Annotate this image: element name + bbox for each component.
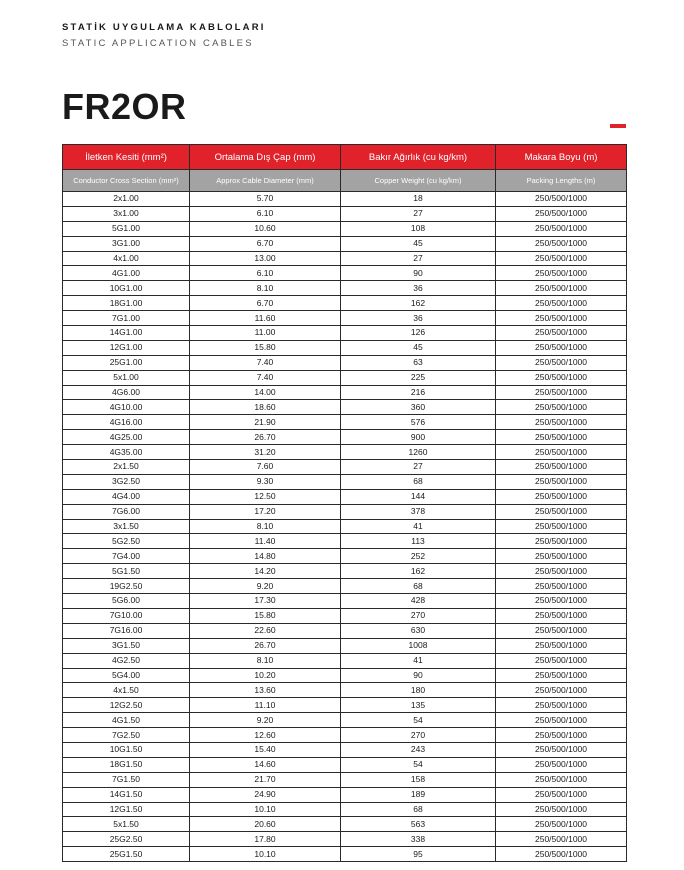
table-row — [63, 519, 627, 534]
cell-packing: 250/500/1000 — [496, 430, 627, 445]
cell-packing: 250/500/1000 — [496, 728, 627, 743]
cell-conductor: 5G4.00 — [63, 668, 190, 683]
cell-packing: 250/500/1000 — [496, 698, 627, 713]
cell-diameter: 12.50 — [190, 489, 341, 504]
cell-packing: 250/500/1000 — [496, 206, 627, 221]
cell-packing: 250/500/1000 — [496, 772, 627, 787]
cell-conductor: 4G2.50 — [63, 653, 190, 668]
cell-diameter: 21.70 — [190, 772, 341, 787]
cell-diameter: 17.20 — [190, 504, 341, 519]
cell-weight: 36 — [341, 311, 496, 326]
cell-packing: 250/500/1000 — [496, 832, 627, 847]
table-row — [63, 772, 627, 787]
cell-conductor: 25G2.50 — [63, 832, 190, 847]
cell-packing: 250/500/1000 — [496, 757, 627, 772]
cell-weight: 428 — [341, 594, 496, 609]
section-title-tr: STATİK UYGULAMA KABLOLARI — [62, 22, 266, 33]
cell-conductor: 3G1.50 — [63, 638, 190, 653]
cell-weight: 135 — [341, 698, 496, 713]
cell-weight: 162 — [341, 564, 496, 579]
cell-weight: 41 — [341, 519, 496, 534]
cell-packing: 250/500/1000 — [496, 564, 627, 579]
cell-conductor: 7G16.00 — [63, 623, 190, 638]
cell-packing: 250/500/1000 — [496, 742, 627, 757]
cell-packing: 250/500/1000 — [496, 594, 627, 609]
cell-weight: 18 — [341, 192, 496, 207]
cell-weight: 1260 — [341, 445, 496, 460]
table-row — [63, 251, 627, 266]
cell-diameter: 8.10 — [190, 653, 341, 668]
cell-packing: 250/500/1000 — [496, 623, 627, 638]
cell-conductor: 18G1.00 — [63, 296, 190, 311]
table-row — [63, 683, 627, 698]
cell-diameter: 8.10 — [190, 281, 341, 296]
cell-diameter: 5.70 — [190, 192, 341, 207]
table-row — [63, 757, 627, 772]
table-row — [63, 594, 627, 609]
cell-packing: 250/500/1000 — [496, 534, 627, 549]
table-row — [63, 221, 627, 236]
cell-packing: 250/500/1000 — [496, 817, 627, 832]
cell-diameter: 7.60 — [190, 460, 341, 475]
accent-bar — [610, 124, 626, 128]
cell-packing: 250/500/1000 — [496, 519, 627, 534]
cell-diameter: 15.80 — [190, 608, 341, 623]
cell-weight: 27 — [341, 206, 496, 221]
cell-conductor: 14G1.50 — [63, 787, 190, 802]
table-row — [63, 355, 627, 370]
cell-weight: 27 — [341, 460, 496, 475]
cell-weight: 36 — [341, 281, 496, 296]
cell-diameter: 11.60 — [190, 311, 341, 326]
cell-weight: 41 — [341, 653, 496, 668]
table-row — [63, 832, 627, 847]
cell-diameter: 15.80 — [190, 340, 341, 355]
table-row — [63, 192, 627, 207]
cell-diameter: 11.40 — [190, 534, 341, 549]
cell-weight: 252 — [341, 549, 496, 564]
table-row — [63, 460, 627, 475]
table-row — [63, 579, 627, 594]
cell-packing: 250/500/1000 — [496, 311, 627, 326]
cell-packing: 250/500/1000 — [496, 266, 627, 281]
cell-packing: 250/500/1000 — [496, 787, 627, 802]
table-row — [63, 728, 627, 743]
cell-diameter: 26.70 — [190, 638, 341, 653]
cell-diameter: 11.00 — [190, 326, 341, 341]
cell-diameter: 6.70 — [190, 296, 341, 311]
cell-conductor: 12G1.00 — [63, 340, 190, 355]
cell-weight: 126 — [341, 326, 496, 341]
table-row — [63, 415, 627, 430]
cell-diameter: 17.80 — [190, 832, 341, 847]
cell-diameter: 8.10 — [190, 519, 341, 534]
cell-packing: 250/500/1000 — [496, 326, 627, 341]
cell-diameter: 7.40 — [190, 355, 341, 370]
cell-conductor: 5G1.50 — [63, 564, 190, 579]
cell-conductor: 18G1.50 — [63, 757, 190, 772]
cell-packing: 250/500/1000 — [496, 415, 627, 430]
cell-conductor: 19G2.50 — [63, 579, 190, 594]
table-row — [63, 787, 627, 802]
cell-weight: 243 — [341, 742, 496, 757]
cell-diameter: 22.60 — [190, 623, 341, 638]
cell-diameter: 26.70 — [190, 430, 341, 445]
cell-weight: 1008 — [341, 638, 496, 653]
cell-diameter: 14.00 — [190, 385, 341, 400]
cell-packing: 250/500/1000 — [496, 251, 627, 266]
cell-conductor: 4G35.00 — [63, 445, 190, 460]
column-header-packing-en: Packing Lengths (m) — [496, 170, 627, 192]
cell-conductor: 5G6.00 — [63, 594, 190, 609]
cell-packing: 250/500/1000 — [496, 340, 627, 355]
table-row — [63, 370, 627, 385]
cell-conductor: 3x1.00 — [63, 206, 190, 221]
cell-weight: 225 — [341, 370, 496, 385]
cell-conductor: 5G2.50 — [63, 534, 190, 549]
table-row — [63, 847, 627, 862]
cell-conductor: 12G2.50 — [63, 698, 190, 713]
cell-conductor: 4G1.50 — [63, 713, 190, 728]
cell-packing: 250/500/1000 — [496, 683, 627, 698]
cell-conductor: 3x1.50 — [63, 519, 190, 534]
cell-weight: 68 — [341, 579, 496, 594]
cell-conductor: 10G1.00 — [63, 281, 190, 296]
cell-diameter: 12.60 — [190, 728, 341, 743]
cell-weight: 27 — [341, 251, 496, 266]
cell-packing: 250/500/1000 — [496, 221, 627, 236]
cell-conductor: 7G1.50 — [63, 772, 190, 787]
cell-diameter: 14.80 — [190, 549, 341, 564]
cell-diameter: 13.00 — [190, 251, 341, 266]
cell-diameter: 21.90 — [190, 415, 341, 430]
cell-conductor: 5x1.50 — [63, 817, 190, 832]
cell-weight: 360 — [341, 400, 496, 415]
section-title-en: STATIC APPLICATION CABLES — [62, 38, 254, 49]
table-row — [63, 549, 627, 564]
table-row — [63, 236, 627, 251]
column-header-packing-tr: Makara Boyu (m) — [496, 145, 627, 170]
cell-weight: 900 — [341, 430, 496, 445]
cable-spec-table — [62, 144, 627, 862]
cell-packing: 250/500/1000 — [496, 579, 627, 594]
cell-diameter: 17.30 — [190, 594, 341, 609]
table-row — [63, 623, 627, 638]
table-row — [63, 489, 627, 504]
cell-diameter: 14.20 — [190, 564, 341, 579]
table-row — [63, 698, 627, 713]
cell-conductor: 4x1.50 — [63, 683, 190, 698]
cell-packing: 250/500/1000 — [496, 638, 627, 653]
table-body — [63, 192, 627, 862]
cell-weight: 54 — [341, 757, 496, 772]
cell-conductor: 4G4.00 — [63, 489, 190, 504]
cell-conductor: 7G10.00 — [63, 608, 190, 623]
table-row — [63, 326, 627, 341]
cell-conductor: 10G1.50 — [63, 742, 190, 757]
cell-conductor: 3G2.50 — [63, 474, 190, 489]
product-title: FR2OR — [62, 86, 187, 127]
cell-weight: 144 — [341, 489, 496, 504]
cell-packing: 250/500/1000 — [496, 281, 627, 296]
cell-packing: 250/500/1000 — [496, 460, 627, 475]
cell-packing: 250/500/1000 — [496, 489, 627, 504]
cell-conductor: 14G1.00 — [63, 326, 190, 341]
cell-packing: 250/500/1000 — [496, 504, 627, 519]
cell-conductor: 7G4.00 — [63, 549, 190, 564]
cell-weight: 108 — [341, 221, 496, 236]
cell-conductor: 4G25.00 — [63, 430, 190, 445]
table-row — [63, 400, 627, 415]
cell-weight: 113 — [341, 534, 496, 549]
header-row-en — [63, 170, 627, 192]
cell-conductor: 3G1.00 — [63, 236, 190, 251]
cell-diameter: 20.60 — [190, 817, 341, 832]
cell-weight: 45 — [341, 340, 496, 355]
table-row — [63, 742, 627, 757]
cell-weight: 95 — [341, 847, 496, 862]
cell-conductor: 4G1.00 — [63, 266, 190, 281]
column-header-conductor-en: Conductor Cross Section (mm²) — [63, 170, 190, 192]
cell-conductor: 12G1.50 — [63, 802, 190, 817]
cell-weight: 216 — [341, 385, 496, 400]
cell-weight: 90 — [341, 668, 496, 683]
cell-weight: 270 — [341, 728, 496, 743]
cell-weight: 378 — [341, 504, 496, 519]
table-row — [63, 340, 627, 355]
cell-weight: 68 — [341, 474, 496, 489]
cell-packing: 250/500/1000 — [496, 296, 627, 311]
cell-packing: 250/500/1000 — [496, 668, 627, 683]
table-row — [63, 653, 627, 668]
cell-diameter: 7.40 — [190, 370, 341, 385]
table-row — [63, 266, 627, 281]
table-row — [63, 668, 627, 683]
cell-packing: 250/500/1000 — [496, 608, 627, 623]
cell-packing: 250/500/1000 — [496, 445, 627, 460]
cell-diameter: 9.20 — [190, 713, 341, 728]
table-row — [63, 564, 627, 579]
table-row — [63, 430, 627, 445]
cell-packing: 250/500/1000 — [496, 370, 627, 385]
table-row — [63, 281, 627, 296]
cell-conductor: 2x1.00 — [63, 192, 190, 207]
cell-conductor: 4G10.00 — [63, 400, 190, 415]
cell-diameter: 6.70 — [190, 236, 341, 251]
cell-diameter: 18.60 — [190, 400, 341, 415]
cell-conductor: 25G1.00 — [63, 355, 190, 370]
cell-packing: 250/500/1000 — [496, 474, 627, 489]
table-row — [63, 534, 627, 549]
cell-diameter: 9.20 — [190, 579, 341, 594]
table-row — [63, 638, 627, 653]
cell-weight: 158 — [341, 772, 496, 787]
cell-packing: 250/500/1000 — [496, 549, 627, 564]
cell-weight: 270 — [341, 608, 496, 623]
cell-packing: 250/500/1000 — [496, 802, 627, 817]
cell-weight: 563 — [341, 817, 496, 832]
column-header-weight-en: Copper Weight (cu kg/km) — [341, 170, 496, 192]
cell-weight: 45 — [341, 236, 496, 251]
cell-weight: 189 — [341, 787, 496, 802]
cell-diameter: 13.60 — [190, 683, 341, 698]
cell-diameter: 14.60 — [190, 757, 341, 772]
column-header-conductor-tr: İletken Kesiti (mm²) — [63, 145, 190, 170]
cell-packing: 250/500/1000 — [496, 355, 627, 370]
cell-packing: 250/500/1000 — [496, 847, 627, 862]
cell-diameter: 15.40 — [190, 742, 341, 757]
cell-weight: 162 — [341, 296, 496, 311]
cell-diameter: 31.20 — [190, 445, 341, 460]
cell-packing: 250/500/1000 — [496, 400, 627, 415]
table-row — [63, 474, 627, 489]
table-row — [63, 311, 627, 326]
cell-diameter: 6.10 — [190, 206, 341, 221]
cell-packing: 250/500/1000 — [496, 385, 627, 400]
cell-diameter: 10.20 — [190, 668, 341, 683]
column-header-weight-tr: Bakır Ağırlık (cu kg/km) — [341, 145, 496, 170]
table-row — [63, 445, 627, 460]
cell-conductor: 4x1.00 — [63, 251, 190, 266]
cell-diameter: 24.90 — [190, 787, 341, 802]
cell-diameter: 11.10 — [190, 698, 341, 713]
cell-conductor: 4G16.00 — [63, 415, 190, 430]
column-header-diameter-tr: Ortalama Dış Çap (mm) — [190, 145, 341, 170]
cell-packing: 250/500/1000 — [496, 236, 627, 251]
cell-diameter: 9.30 — [190, 474, 341, 489]
cell-weight: 180 — [341, 683, 496, 698]
cell-weight: 68 — [341, 802, 496, 817]
cell-packing: 250/500/1000 — [496, 713, 627, 728]
cell-diameter: 10.10 — [190, 847, 341, 862]
table-row — [63, 296, 627, 311]
table-row — [63, 802, 627, 817]
cell-diameter: 10.60 — [190, 221, 341, 236]
cell-packing: 250/500/1000 — [496, 653, 627, 668]
table-row — [63, 385, 627, 400]
cell-conductor: 7G2.50 — [63, 728, 190, 743]
table-row — [63, 713, 627, 728]
cell-conductor: 7G1.00 — [63, 311, 190, 326]
cell-conductor: 4G6.00 — [63, 385, 190, 400]
table-row — [63, 817, 627, 832]
cell-weight: 630 — [341, 623, 496, 638]
table-row — [63, 504, 627, 519]
cell-weight: 54 — [341, 713, 496, 728]
cell-diameter: 6.10 — [190, 266, 341, 281]
header-row-tr — [63, 145, 627, 170]
cell-weight: 338 — [341, 832, 496, 847]
cell-conductor: 25G1.50 — [63, 847, 190, 862]
cell-weight: 63 — [341, 355, 496, 370]
cell-conductor: 2x1.50 — [63, 460, 190, 475]
cell-conductor: 7G6.00 — [63, 504, 190, 519]
cell-diameter: 10.10 — [190, 802, 341, 817]
cell-conductor: 5G1.00 — [63, 221, 190, 236]
cell-packing: 250/500/1000 — [496, 192, 627, 207]
table-row — [63, 608, 627, 623]
table-row — [63, 206, 627, 221]
cell-weight: 576 — [341, 415, 496, 430]
column-header-diameter-en: Approx Cable Diameter (mm) — [190, 170, 341, 192]
cell-weight: 90 — [341, 266, 496, 281]
cell-conductor: 5x1.00 — [63, 370, 190, 385]
